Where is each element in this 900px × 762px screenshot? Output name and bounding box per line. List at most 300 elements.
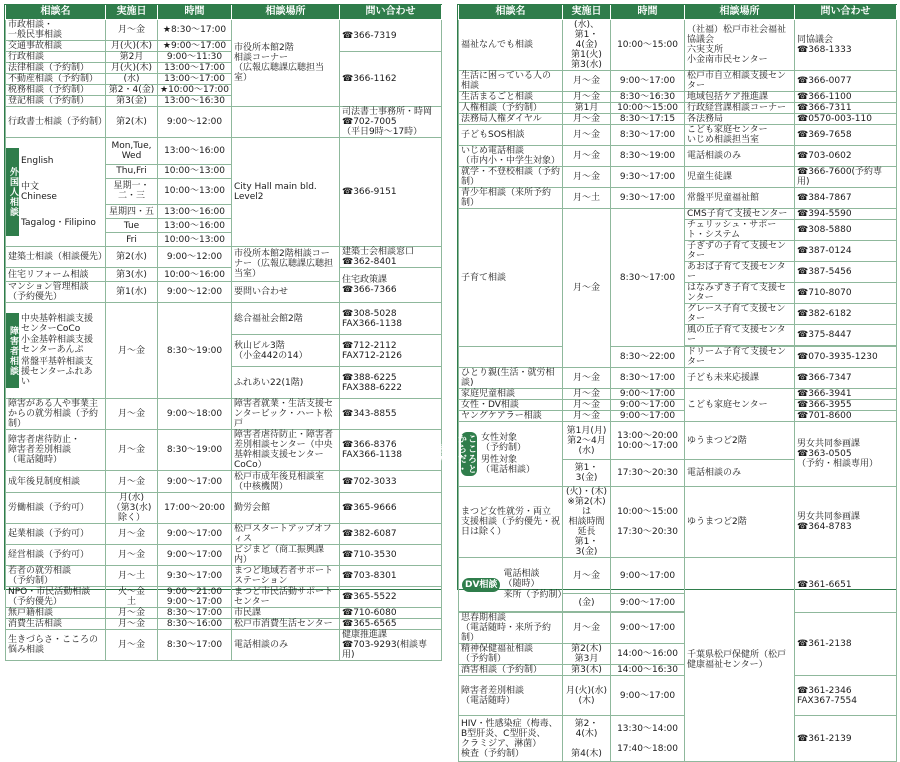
lang-chinese: 中文 Chinese [21, 182, 57, 202]
right-consultation-table [436, 4, 897, 759]
row-time: 8:30〜19:00 [611, 146, 685, 167]
row-day: 月〜金 [563, 558, 611, 594]
row-time: 9:00〜21:00 9:00〜17:00 [158, 587, 232, 608]
women-consult: 女性対象 （予約制） [481, 433, 527, 453]
row-name: 交通事故相談 [6, 41, 106, 52]
row-contact: ☎365-5522 [340, 587, 442, 608]
row-contact: ☎0570-003-110 [795, 114, 897, 125]
row-day: 月〜金 [563, 368, 611, 389]
childcare-contact: ☎394-5590 [795, 209, 897, 220]
row-contact: ☎366-7600(予約専用) [795, 167, 897, 188]
row-time: 9:00〜17:00 [158, 545, 232, 566]
row-place: 松戸市自立相談支援センター [685, 71, 795, 92]
row-contact: ☎343-8855 [340, 399, 442, 430]
row-time: 17:00〜20:00 [158, 493, 232, 524]
row-contact: ☎388-6225 FAX388-6222 [340, 367, 442, 399]
row-place: ゆうまつど2階 [685, 487, 795, 558]
row-name: 行政相談 [6, 52, 106, 63]
row-day: 第1・3(金) [563, 460, 611, 487]
row-name: 障害者差別相談 （電話随時） [459, 676, 563, 716]
table-row [6, 524, 442, 545]
row-name: 生活まるごと相談 [459, 92, 563, 103]
row-name: 市政相談・ 一般民事相談 [6, 20, 106, 41]
table-row [6, 630, 442, 661]
row-contact: ☎701-8600 [795, 411, 897, 422]
row-time: 13:00〜20:00 10:00〜17:00 [611, 422, 685, 460]
row-contact: 同協議会 ☎368-1333 [795, 20, 897, 71]
childcare-center: グレース子育て支援センター [685, 304, 795, 325]
childcare-center: ドリーム子育て支援センター [685, 347, 795, 368]
row-place: 電話相談のみ [232, 630, 340, 661]
foreign-place: City Hall main bld. Level2 [232, 138, 340, 247]
table-row [6, 399, 442, 430]
row-time: 8:30〜17:15 [611, 114, 685, 125]
table-row [6, 545, 442, 566]
row-day: 第1(水) [106, 282, 158, 303]
row-day: Tue [106, 219, 158, 233]
row-day: 月〜金 [106, 524, 158, 545]
row-name: 税務相談（予約制） [6, 85, 106, 96]
row-day: 月〜金 [563, 92, 611, 103]
row-day: 月〜金 [106, 471, 158, 493]
row-time: 14:00〜16:00 [611, 644, 685, 665]
center-anpu: 小金基幹相談支援 センターあんぷ [21, 335, 94, 356]
childcare-day: 月〜金 [563, 209, 611, 368]
row-day: Thu,Fri [106, 164, 158, 178]
row-place: 松戸市消費生活センター [232, 619, 340, 630]
row-day: 第2(木) [106, 107, 158, 138]
row-day: 月〜金 [106, 399, 158, 430]
row-time: 9:00〜17:00 [611, 389, 685, 400]
row-contact: 住宅政策課 ☎366-7366 [340, 268, 442, 303]
row-place: 電話相談のみ [685, 460, 795, 487]
childcare-contact: ☎382-6182 [795, 304, 897, 325]
row-contact: ☎703-8301 [340, 566, 442, 587]
childcare-center: あおば子育て支援センター [685, 262, 795, 283]
table-row [6, 20, 442, 41]
row-time: 13:00〜17:00 [158, 74, 232, 85]
row-time: 9:00〜17:00 [611, 558, 685, 594]
row-contact: ☎361-2346 FAX367-7554 [795, 676, 897, 716]
childcare-row [459, 347, 897, 368]
row-time: 9:00〜17:00 [611, 71, 685, 92]
disability-time: 8:30〜19:00 [158, 303, 232, 399]
row-day: Mon,Tue, Wed [106, 138, 158, 165]
row-day: 第3(金) [106, 96, 158, 107]
row-time: 10:00〜13:00 [158, 164, 232, 178]
row-day: 月〜金 [563, 146, 611, 167]
row-place: 総合福祉会館2階 [232, 303, 340, 335]
table-row [459, 368, 897, 389]
row-time: 8:30〜16:00 [158, 619, 232, 630]
row-time: ★10:00〜17:00 [158, 85, 232, 96]
row-name: 青少年相談（来所予約制） [459, 188, 563, 209]
row-contact: ☎366-0077 [795, 71, 897, 92]
row-day: 星期一・ 二・三 [106, 178, 158, 205]
row-time: 9:00〜18:00 [158, 399, 232, 430]
table-row [459, 411, 897, 422]
row-day: 月〜金 [563, 613, 611, 644]
row-name: 福祉なんでも相談 [459, 20, 563, 71]
row-time: 17:30〜20:30 [611, 460, 685, 487]
row-time: 10:00〜15:00 17:30〜20:30 [611, 487, 685, 558]
childcare-contact: ☎070-3935-1230 [795, 347, 897, 368]
row-name: ひとり親(生活・就労相談) [459, 368, 563, 389]
row-place: 市役所本館2階相談コーナー（広報広聴課広聴担当室） [232, 247, 340, 282]
row-contact: ☎369-7658 [795, 125, 897, 146]
row-day: 火〜金 土 [106, 587, 158, 608]
foreign-section-label: 外国人相談 [6, 148, 19, 236]
table-row [459, 167, 897, 188]
table-row [459, 114, 897, 125]
row-day: 第3(水) [106, 268, 158, 282]
row-name: 法務局人権ダイヤル [459, 114, 563, 125]
row-time: 9:00〜17:00 [611, 676, 685, 716]
childcare-contact: ☎710-8070 [795, 283, 897, 304]
table-row [6, 430, 442, 471]
header-place: 相談場所 [232, 5, 340, 20]
men-consult: 男性対象 （電話相談） [481, 455, 536, 475]
row-name: 登記相談（予約制） [6, 96, 106, 107]
table-row [459, 676, 897, 716]
row-name: 建築士相談（相談優先） [6, 247, 106, 268]
row-place: 行政経営課相談コーナー [685, 103, 795, 114]
row-time: 9:00〜12:00 [158, 247, 232, 268]
row-place: 秋山ビル3階 （小金442の14） [232, 335, 340, 367]
childcare-center: チェリッシュ・サポート・システム [685, 220, 795, 241]
left-consultation-table [4, 4, 442, 660]
row-name: 住宅リフォーム相談 [6, 268, 106, 282]
table-row [6, 608, 442, 619]
row-day: 星期四・五 [106, 205, 158, 219]
table-row [6, 268, 442, 282]
row-name: 労働相談（予約可） [6, 493, 106, 524]
row-name: 生活に困っている人の 相談 [459, 71, 563, 92]
row-time: 8:30〜17:00 [158, 608, 232, 619]
table-row [459, 71, 897, 92]
row-place: 要問い合わせ [232, 282, 340, 303]
childcare-contact: ☎308-5880 [795, 220, 897, 241]
row-place [232, 107, 340, 138]
childcare-center: 風の丘子育て支援センター [685, 325, 795, 346]
dv-section-label: DV相談 [462, 578, 500, 592]
row-day: (火)・(木) ※第2(木)は 相談時間延長 第1・3(金) [563, 487, 611, 558]
row-time: 8:30〜19:00 [158, 430, 232, 471]
row-day: 第2(水) [106, 247, 158, 268]
row-day: 月〜金 [563, 411, 611, 422]
row-place: 勤労会館 [232, 493, 340, 524]
disability-section [6, 303, 106, 399]
table-row [459, 125, 897, 146]
header-name: 相談名 [459, 5, 563, 20]
row-place: こども家庭センター いじめ相談担当室 [685, 125, 795, 146]
row-name: 酒害相談（予約制） [459, 665, 563, 676]
row-name: 就学・不登校相談（予約制） [459, 167, 563, 188]
row-contact: ☎366-1100 [795, 92, 897, 103]
row-contact: 健康推進課 ☎703-9293(相談専用) [340, 630, 442, 661]
row-time: 8:30〜16:30 [611, 92, 685, 103]
table-row [459, 613, 897, 644]
row-place: ゆうまつど2階 [685, 422, 795, 460]
row-name: まつど女性就労・両立 支援相談（予約優先・祝 日は除く） [459, 487, 563, 558]
row-time: 10:00〜15:00 [611, 20, 685, 71]
row-name: 障害者虐待防止・ 障害者差別相談 （電話随時） [6, 430, 106, 471]
table-header-row [459, 5, 897, 20]
row-time: 13:00〜16:00 [158, 219, 232, 233]
row-day: 月〜金 [563, 389, 611, 400]
row-name: 消費生活相談 [6, 619, 106, 630]
row-contact: ☎366-1162 [340, 52, 442, 107]
row-name: 家庭児童相談 [459, 389, 563, 400]
row-place: ビジまど（商工振興課内） [232, 545, 340, 566]
row-time: ★9:00〜17:00 [158, 41, 232, 52]
row-time: 10:00〜16:00 [158, 268, 232, 282]
row-day: 月〜金 [106, 545, 158, 566]
row-day: 月(火)(木) [106, 41, 158, 52]
row-day: 第1月 [563, 103, 611, 114]
row-day: 第2・4(木) 第4(木) [563, 716, 611, 762]
row-name: 若者の就労相談 （予約制） [6, 566, 106, 587]
wellness-section [436, 422, 563, 487]
row-day: Fri [106, 233, 158, 247]
row-contact: ☎361-2139 [795, 716, 897, 762]
row-time: 9:00〜12:00 [158, 282, 232, 303]
row-place: 松戸スタートアップオフィス [232, 524, 340, 545]
disability-section-label: 障害者相談 [6, 313, 19, 388]
row-contact: ☎366-3941 [795, 389, 897, 400]
table-row [6, 52, 442, 63]
row-place: 松戸市成年後見相談室 （中核機関） [232, 471, 340, 493]
row-day: 第2・4(金) [106, 85, 158, 96]
childcare-center: はなみずき子育て支援センター [685, 283, 795, 304]
row-contact: 建築士会相談窓口 ☎362-8401 [340, 247, 442, 268]
childcare-contact: ☎375-8447 [795, 325, 897, 346]
dv-contact: ☎361-6651 [795, 558, 897, 613]
childcare-center: CMS子育て支援センター [685, 209, 795, 220]
table-row [459, 92, 897, 103]
table-row [459, 146, 897, 167]
row-time: 13:00〜16:00 [158, 138, 232, 165]
table-row [6, 619, 442, 630]
row-day: (金) [563, 594, 611, 612]
row-time: 9:30〜17:00 [158, 566, 232, 587]
dv-section [459, 558, 567, 612]
row-name: 障害がある人や事業主 からの就労相談（予約制） [6, 399, 106, 430]
row-day: 月〜金 [563, 167, 611, 188]
row-place: 児童生徒課 [685, 167, 795, 188]
row-day: 第2月 [106, 52, 158, 63]
header-contact: 問い合わせ [340, 5, 442, 20]
row-place: （社福）松戸市社会福祉協議会 六実支所 小金南市民センター [685, 20, 795, 71]
table-row [459, 487, 897, 558]
childcare-center: 子ぎずの子育て支援センター [685, 241, 795, 262]
row-day: 月(火)(木) [106, 63, 158, 74]
row-day: 月〜金 [563, 71, 611, 92]
row-name: 行政書士相談（予約制） [6, 107, 106, 138]
row-day: (水) [106, 74, 158, 85]
row-day: 第1月(月) 第2〜4月(水) [563, 422, 611, 460]
row-contact: 男女共同参画課 ☎364-8783 [795, 487, 897, 558]
row-time: 10:00〜13:00 [158, 178, 232, 205]
header-time: 時間 [611, 5, 685, 20]
childcare-name-spacer [459, 347, 563, 368]
row-time: 14:00〜16:30 [611, 665, 685, 676]
row-contact: ☎366-7347 [795, 368, 897, 389]
row-contact: ☎365-6565 [340, 619, 442, 630]
table-row [459, 422, 897, 460]
row-day: 月〜金 [563, 400, 611, 411]
row-contact: ☎703-0602 [795, 146, 897, 167]
row-day: 月(火)(水)(木) [563, 676, 611, 716]
row-name: 女性・DV相談 [459, 400, 563, 411]
row-contact: ☎382-6087 [340, 524, 442, 545]
center-fureai: 常盤平基幹相談支 援センターふれあ い [21, 357, 94, 388]
table-row [459, 389, 897, 400]
foreign-section [6, 138, 106, 247]
row-day: 月〜金 [106, 619, 158, 630]
row-name: 生きづらさ・こころの 悩み相談 [6, 630, 106, 661]
health-center-place: 千葉県松戸保健所（松戸健康福祉センター） [685, 558, 795, 762]
table-row [6, 587, 442, 608]
row-contact: 司法書士事務所・時岡 ☎702-7005 （平日9時〜17時） [340, 107, 442, 138]
row-contact: ☎366-7319 [340, 20, 442, 52]
row-time: 8:30〜17:00 [158, 630, 232, 661]
table-row [6, 566, 442, 587]
row-name: 成年後見制度相談 [6, 471, 106, 493]
dv-phone: 電話相談 （随時） [503, 568, 540, 589]
row-place: 市民課 [232, 608, 340, 619]
row-time: 13:00〜16:30 [158, 96, 232, 107]
row-place: 子ども未来応援課 [685, 368, 795, 389]
row-name: いじめ電話相談 （市内小・中学生対象） [459, 146, 563, 167]
row-name: NPO・市民活動相談 （予約優先） [6, 587, 106, 608]
row-name: 不動産相談（予約制） [6, 74, 106, 85]
table-row [459, 103, 897, 114]
row-day: 月〜金 [563, 114, 611, 125]
row-time: 10:00〜13:00 [158, 233, 232, 247]
center-coco: 中央基幹相談支援 センターCoCo [21, 313, 94, 334]
row-contact: ☎366-7311 [795, 103, 897, 114]
row-time: 9:30〜17:00 [611, 167, 685, 188]
row-place: まつど市民活動サポートセンター [232, 587, 340, 608]
row-contact: 男女共同参画課 ☎363-0505 （予約・相談専用） [795, 422, 897, 487]
row-day: (水)、 第1・4(金) 第1(火) 第3(水) [563, 20, 611, 71]
row-day: 月〜金 [106, 20, 158, 41]
childcare-time: 8:30〜22:00 [611, 347, 685, 368]
row-day: 月〜金 [106, 430, 158, 471]
row-time: ★8:30〜17:00 [158, 20, 232, 41]
row-place: 電話相談のみ [685, 146, 795, 167]
row-day: 月〜金 [106, 630, 158, 661]
row-time: 9:00〜17:00 [611, 594, 685, 612]
row-place: 障害者就業・生活支援センタービック・ハート松戸 [232, 399, 340, 430]
row-place: まつど地域若者サポートステーション [232, 566, 340, 587]
lang-tagalog: Tagalog・Filipino [21, 218, 96, 228]
row-place: 市役所本館2階 相談コーナー （広報広聴課広聴担当室） [232, 20, 340, 107]
disability-row [6, 303, 442, 335]
row-time: 9:00〜17:00 [158, 471, 232, 493]
header-place: 相談場所 [685, 5, 795, 20]
childcare-contact: ☎387-0124 [795, 241, 897, 262]
table-row [459, 20, 897, 71]
row-day: 月(水) （第3(水)除く） [106, 493, 158, 524]
row-name: 人権相談（予約制） [459, 103, 563, 114]
row-contact: ☎710-3530 [340, 545, 442, 566]
row-name: ヤングケアラー相談 [459, 411, 563, 422]
header-time: 時間 [158, 5, 232, 20]
table-row [459, 188, 897, 209]
row-name: 思春期相談 （電話随時・来所予約制） [459, 613, 563, 644]
row-time: 13:30〜14:00 17:40〜18:00 [611, 716, 685, 762]
disability-day: 月〜金 [106, 303, 158, 399]
lang-english: English [21, 156, 54, 166]
row-contact: ☎361-2138 [795, 613, 897, 676]
row-place: 地域包括ケア推進課 [685, 92, 795, 103]
row-place: ふれあい22(1階) [232, 367, 340, 399]
table-row [6, 107, 442, 138]
row-contact: ☎365-9666 [340, 493, 442, 524]
row-name: 起業相談（予約可） [6, 524, 106, 545]
foreign-contact: ☎366-9151 [340, 138, 442, 247]
row-place: 常盤平児童福祉館 [685, 188, 795, 209]
row-place: 障害者虐待防止・障害者差別相談センター（中央基幹相談支援センターCoCo） [232, 430, 340, 471]
childcare-row [459, 209, 897, 220]
table-header-row [6, 5, 442, 20]
table-row [6, 493, 442, 524]
row-time: 9:00〜17:00 [611, 613, 685, 644]
row-name: 精神保健福祉相談 （予約制） [459, 644, 563, 665]
row-time: 13:00〜17:00 [158, 63, 232, 74]
row-place: 各法務局 [685, 114, 795, 125]
dv-row [459, 558, 897, 594]
table-row [459, 400, 897, 411]
row-contact: ☎712-2112 FAX712-2126 [340, 335, 442, 367]
header-day: 実施日 [563, 5, 611, 20]
row-contact: ☎366-8376 FAX366-1138 [340, 430, 442, 471]
row-day: 第2(木) 第3月 [563, 644, 611, 665]
row-day: 月〜金 [106, 608, 158, 619]
header-day: 実施日 [106, 5, 158, 20]
row-contact: ☎366-3955 [795, 400, 897, 411]
header-name: 相談名 [6, 5, 106, 20]
foreign-row [6, 138, 442, 165]
row-time: 9:00〜17:00 [158, 524, 232, 545]
row-time: 8:30〜17:00 [611, 368, 685, 389]
table-row [6, 247, 442, 268]
row-name: 子どもSOS相談 [459, 125, 563, 146]
row-day: 第3(木) [563, 665, 611, 676]
childcare-contact: ☎387-5456 [795, 262, 897, 283]
row-name: 無戸籍相談 [6, 608, 106, 619]
childcare-name: 子育て相談 [459, 209, 563, 347]
row-name: HIV・性感染症（梅毒、 B型肝炎、C型肝炎、 クラミジア、淋菌） 検査（予約制） [459, 716, 563, 762]
row-time: 10:00〜15:00 [611, 103, 685, 114]
table-row [459, 716, 897, 762]
row-time: 9:00〜17:00 [611, 400, 685, 411]
row-day: 月〜金 [563, 125, 611, 146]
table-row [6, 471, 442, 493]
row-time: 9:00〜11:30 [158, 52, 232, 63]
row-name: マンション管理相談 （予約優先） [6, 282, 106, 303]
row-contact: ☎710-6080 [340, 608, 442, 619]
row-contact: ☎308-5028 FAX366-1138 [340, 303, 442, 335]
row-time: 9:00〜12:00 [158, 107, 232, 138]
row-name: 法律相談（予約制） [6, 63, 106, 74]
header-contact: 問い合わせ [795, 5, 897, 20]
row-time: 9:00〜17:00 [611, 411, 685, 422]
row-contact: ☎384-7867 [795, 188, 897, 209]
dv-visit: 来所（予約制） [503, 590, 567, 601]
